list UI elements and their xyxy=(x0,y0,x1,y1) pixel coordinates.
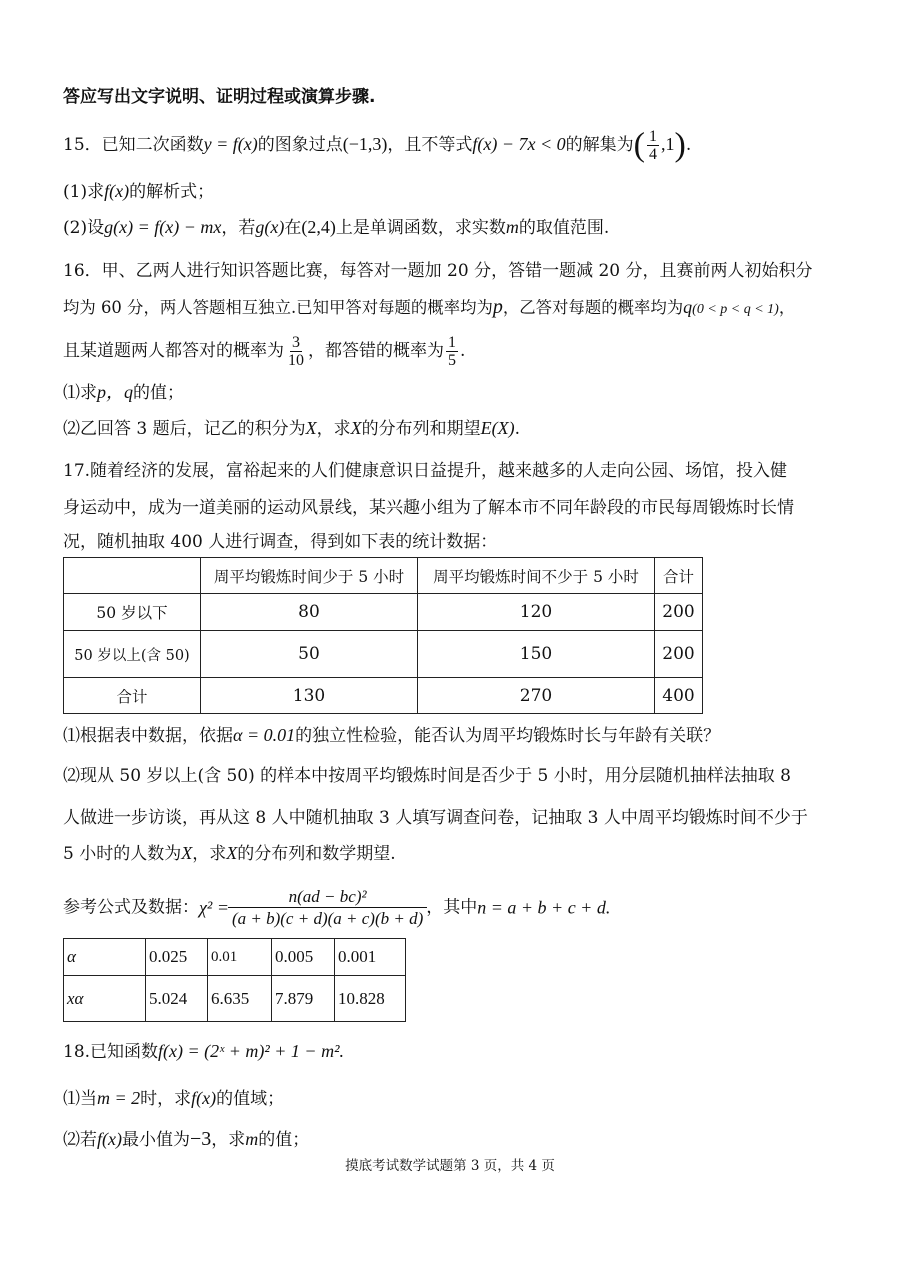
table-header-cell xyxy=(64,558,201,594)
q16-text: 且某道题两人都答对的概率为 xyxy=(63,341,284,361)
q16-p2-label: ⑵乙回答 3 题后，记乙的积分为 xyxy=(63,419,306,439)
q15-p2-expr: g(x) = f(x) − mx xyxy=(104,217,222,237)
q17-part2-line3 xyxy=(63,842,396,865)
q18-min-value: −3 xyxy=(189,1128,212,1150)
q17-text: 5 小时的人数为 xyxy=(63,844,182,864)
table-cell: 120 xyxy=(418,594,655,631)
table-cell: 200 xyxy=(655,631,703,678)
open-paren: ( xyxy=(633,126,645,164)
q18-text: 时，求 xyxy=(140,1089,192,1109)
close-paren: ) xyxy=(674,126,686,164)
instruction-heading: 答应写出文字说明、证明过程或演算步骤. xyxy=(63,87,376,107)
q17-part1 xyxy=(63,724,720,747)
q16-line1: 16．甲、乙两人进行知识答题比赛，每答对一题加 20 分，答错一题减 20 分，且赛前两人初始积分 xyxy=(63,261,813,281)
table-header-row xyxy=(64,558,703,594)
q18-f: f(x) xyxy=(191,1088,217,1108)
q16-text: ，乙答对每题的概率均为 xyxy=(502,298,684,317)
table-row xyxy=(64,594,703,631)
chi-numerator: n(ad − bc)² xyxy=(228,886,427,908)
q15-p2-text: 上是单调函数，求实数 xyxy=(335,218,506,238)
q16-text: 均为 60 分，两人答题相互独立.已知甲答对每题的概率均为 xyxy=(63,298,493,317)
table-row xyxy=(64,939,406,976)
q16-p1-vars: p，q xyxy=(97,382,133,402)
q15-period: . xyxy=(685,135,692,155)
chi-square-fraction xyxy=(232,886,423,929)
table-row xyxy=(64,678,703,714)
table-cell: 合计 xyxy=(64,678,201,714)
table-cell: xα xyxy=(64,976,146,1022)
q18-label: 18.已知函数 xyxy=(63,1042,159,1062)
table-row xyxy=(64,976,406,1022)
table-cell: 0.01 xyxy=(208,939,272,976)
chi-square-symbol: χ² = xyxy=(199,897,229,918)
table-cell: 270 xyxy=(418,678,655,714)
table-cell: 150 xyxy=(418,631,655,678)
q16-text: ，求 xyxy=(316,419,351,439)
q15-inequality: f(x) − 7x < 0 xyxy=(472,134,566,154)
table-cell: 80 xyxy=(201,594,418,631)
q16-part1 xyxy=(63,381,184,404)
q16-text: 的分布列和期望 xyxy=(361,419,481,439)
table-header-cell: 周平均锻炼时间少于 5 小时 xyxy=(201,558,418,594)
q18-part1 xyxy=(63,1087,284,1110)
reference-formula xyxy=(63,886,610,929)
table-cell: 200 xyxy=(655,594,703,631)
ref-n-expr: n = a + b + c + d. xyxy=(477,897,611,918)
frac-den: 5 xyxy=(448,352,456,369)
survey-table xyxy=(63,557,703,714)
frac-num: 3 xyxy=(292,334,300,351)
q16-text: ， xyxy=(778,298,796,317)
q18-function: f(x) = (2ˣ + m)² + 1 − m². xyxy=(158,1041,344,1061)
q18-p1-label: ⑴当 xyxy=(63,1089,97,1109)
q17-text: ，求 xyxy=(192,844,227,864)
ref-text: ，其中 xyxy=(426,897,478,918)
q17-line2: 身运动中，成为一道美丽的运动风景线，某兴趣小组为了解本市不同年龄段的市民每周锻炼时长情 xyxy=(63,498,794,518)
table-cell: 0.025 xyxy=(146,939,208,976)
table-cell: 6.635 xyxy=(208,976,272,1022)
q17-part2-line2: 人做进一步访谈，再从这 8 人中随机抽取 3 人填写调查问卷，记抽取 3 人中周平均锻炼时间不少于 xyxy=(63,808,808,828)
page-footer: 摸底考试数学试题第 3 页，共 4 页 xyxy=(345,1158,555,1174)
q16-p1-text: 的值； xyxy=(133,383,184,403)
q18-p1-expr: m = 2 xyxy=(97,1088,141,1108)
table-header-cell: 周平均锻炼时间不少于 5 小时 xyxy=(418,558,655,594)
q15-p1-expr: f(x) xyxy=(104,181,130,201)
q15-stem xyxy=(63,128,691,163)
q16-p1-label: ⑴求 xyxy=(63,383,97,403)
q15-function: y = f(x) xyxy=(203,134,258,154)
q18-p2-label: ⑵若 xyxy=(63,1130,97,1150)
table-cell: 50 xyxy=(201,631,418,678)
q15-p1-label: (1)求 xyxy=(63,182,105,202)
q16-X: X xyxy=(350,418,362,438)
q16-expectation: E(X) xyxy=(480,418,515,438)
q18-text: 最小值为 xyxy=(121,1130,190,1150)
q16-line2 xyxy=(63,296,795,321)
q15-p2-interval: (2,4) xyxy=(301,217,336,237)
q16-X: X xyxy=(305,418,317,438)
table-cell: 7.879 xyxy=(272,976,335,1022)
q15-p1-text: 的解析式； xyxy=(129,182,215,202)
q18-stem xyxy=(63,1040,344,1063)
q18-m: m xyxy=(245,1129,259,1149)
q16-fraction-3-10 xyxy=(286,334,306,369)
q16-line3 xyxy=(63,334,465,369)
q15-intro: 15．已知二次函数 xyxy=(63,135,204,155)
frac-den: 10 xyxy=(288,352,304,369)
chi-denominator: (a + b)(c + d)(a + c)(b + d) xyxy=(231,909,424,928)
q17-line1: 17.随着经济的发展，富裕起来的人们健康意识日益提升，越来越多的人走向公园、场馆，投入健 xyxy=(63,461,788,481)
q15-text: 的解集为 xyxy=(565,135,634,155)
q17-part2-line1: ⑵现从 50 岁以上(含 50) 的样本中按周平均锻炼时间是否少于 5 小时，用分层随机抽样法抽取 8 xyxy=(63,766,791,786)
q15-frac-den: 4 xyxy=(649,146,657,163)
q15-p2-m: m xyxy=(505,217,519,237)
q15-text: 的图象过点 xyxy=(257,135,343,155)
q18-text: ，求 xyxy=(211,1130,246,1150)
table-header-cell: 合计 xyxy=(655,558,703,594)
table-cell: 50 岁以上(含 50) xyxy=(64,631,201,678)
q15-part2 xyxy=(63,216,609,239)
table-row xyxy=(64,631,703,678)
q16-fraction-1-5 xyxy=(446,334,458,369)
table-cell: α xyxy=(64,939,146,976)
q15-text: ，且不等式 xyxy=(387,135,473,155)
ref-label: 参考公式及数据： xyxy=(63,897,199,918)
q17-alpha-expr: α = 0.01 xyxy=(233,725,296,745)
q15-p2-text: ，若 xyxy=(221,218,256,238)
q18-part2 xyxy=(63,1128,309,1151)
q18-text: 的值； xyxy=(258,1130,310,1150)
q15-p2-label: (2)设 xyxy=(63,218,105,238)
table-cell: 400 xyxy=(655,678,703,714)
critical-value-table xyxy=(63,938,406,1022)
table-cell: 10.828 xyxy=(335,976,406,1022)
table-cell: 5.024 xyxy=(146,976,208,1022)
q17-line3: 况，随机抽取 400 人进行调查，得到如下表的统计数据： xyxy=(63,532,498,552)
q16-text: ，都答错的概率为 xyxy=(308,341,444,361)
q16-q: q xyxy=(683,297,693,317)
q17-X: X xyxy=(181,843,193,863)
q16-part2 xyxy=(63,417,520,440)
q17-p1-text: 的独立性检验，能否认为周平均锻炼时长与年龄有关联？ xyxy=(295,726,721,746)
q15-fraction xyxy=(647,128,659,163)
q16-text: . xyxy=(514,419,521,439)
q15-interval-end: ,1 xyxy=(661,134,675,154)
frac-num: 1 xyxy=(448,334,456,351)
q18-text: 的值域； xyxy=(216,1089,285,1109)
q15-point: (−1,3) xyxy=(342,134,388,154)
q18-f: f(x) xyxy=(97,1129,122,1149)
table-cell: 130 xyxy=(201,678,418,714)
table-cell: 0.005 xyxy=(272,939,335,976)
q15-frac-num: 1 xyxy=(649,128,657,145)
q16-p: p xyxy=(492,296,503,318)
q16-text: . xyxy=(460,341,466,361)
q17-p1-label: ⑴根据表中数据，依据 xyxy=(63,726,233,746)
q17-X: X xyxy=(226,843,238,863)
q15-part1 xyxy=(63,180,214,203)
q15-p2-text: 的取值范围. xyxy=(518,218,610,238)
table-cell: 0.001 xyxy=(335,939,406,976)
q15-p2-g: g(x) xyxy=(255,217,285,237)
q15-p2-text: 在 xyxy=(284,218,302,238)
table-cell: 50 岁以下 xyxy=(64,594,201,631)
q16-condition: (0 < p < q < 1) xyxy=(692,302,779,317)
q17-text: 的分布列和数学期望. xyxy=(237,844,396,864)
